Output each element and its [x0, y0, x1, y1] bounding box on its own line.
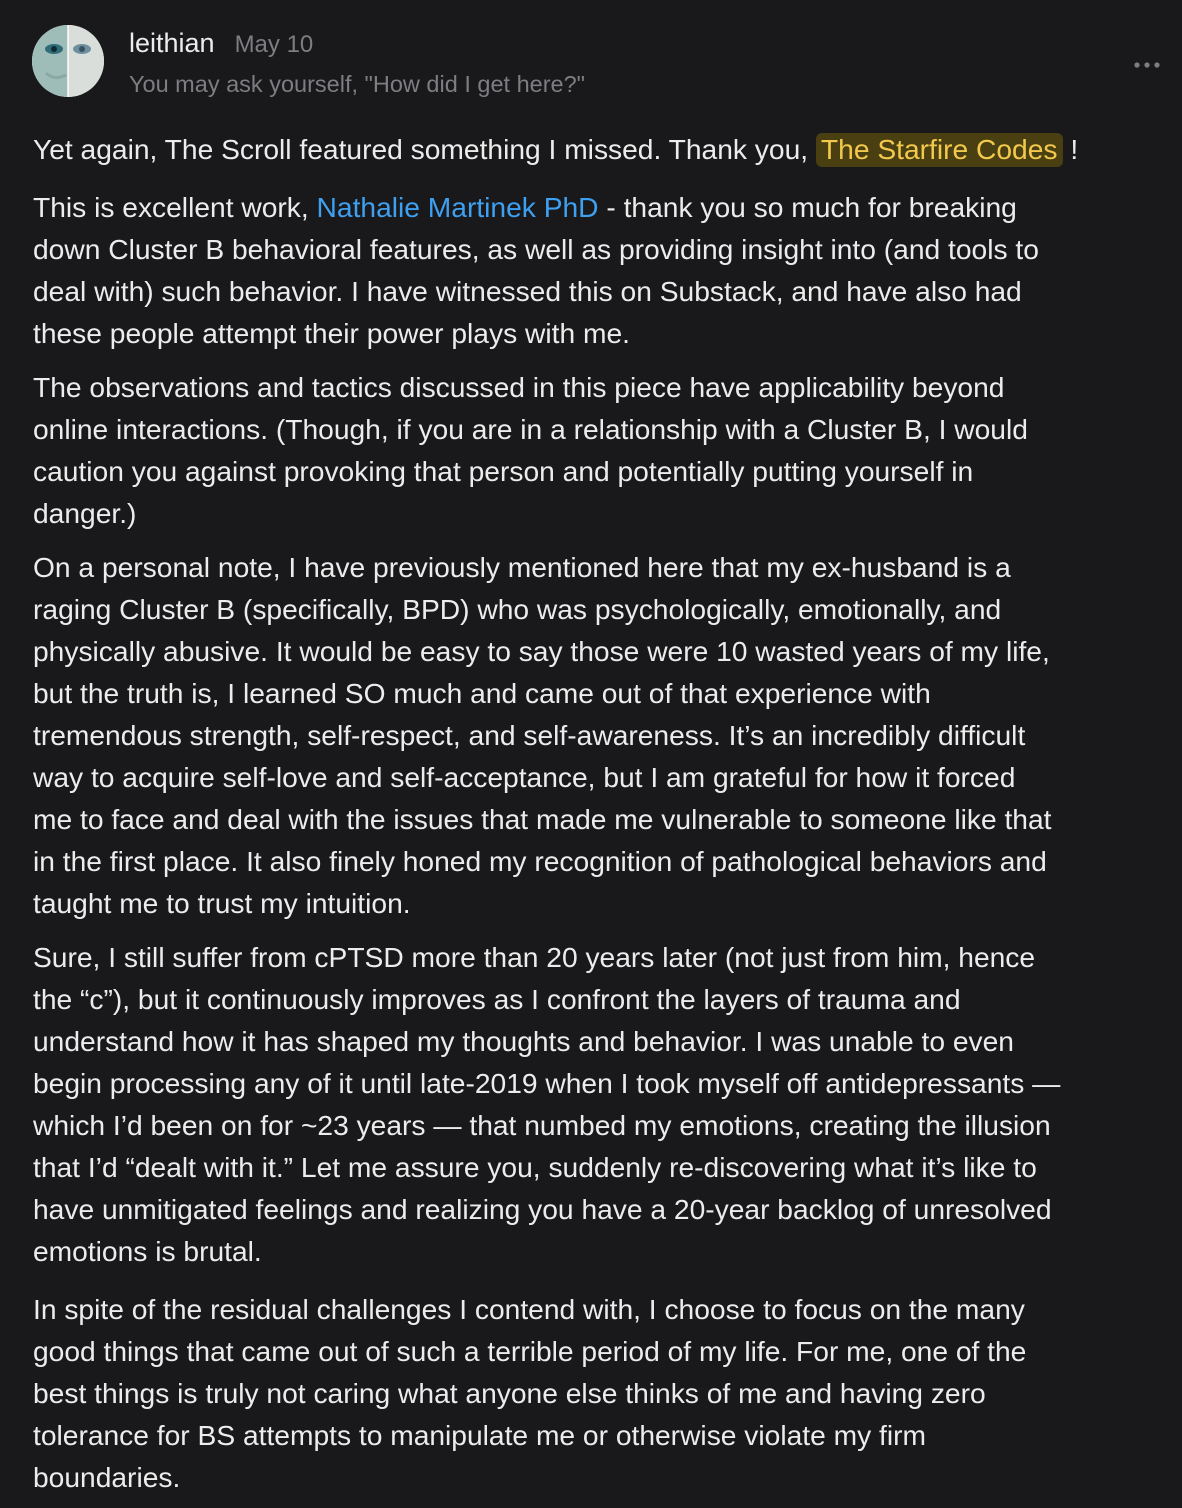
paragraph-line: deal with) such behavior. I have witnessed this on Substack, and have also had — [33, 275, 1022, 307]
paragraph-line: caution you against provoking that person and potentially putting yourself in — [33, 455, 974, 487]
paragraph-line: that I’d “dealt with it.” Let me assure you, suddenly re-discovering what it’s like to — [33, 1151, 1037, 1183]
paragraph-line: raging Cluster B (specifically, BPD) who was psychologically, emotionally, and — [33, 593, 1002, 625]
paragraph-text: ! — [1062, 133, 1079, 165]
comment-date[interactable]: May 10 — [234, 31, 314, 58]
avatar-image — [32, 25, 104, 97]
paragraph-line: but the truth is, I learned SO much and came out of that experience with — [33, 677, 931, 709]
paragraph-line: in the first place. It also finely honed my recognition of pathological behaviors and — [33, 845, 1047, 877]
paragraph-line: these people attempt their power plays with me. — [33, 317, 630, 349]
paragraph-line: which I’d been on for ~23 years — that numbed my emotions, creating the illusion — [33, 1109, 1051, 1141]
author-name[interactable]: leithian — [129, 28, 215, 58]
paragraph-line: good things that came out of such a terrible period of my life. For me, one of the — [33, 1335, 1027, 1367]
paragraph-line: tolerance for BS attempts to manipulate me or otherwise violate my firm — [33, 1419, 926, 1451]
paragraph-line: On a personal note, I have previously mentioned here that my ex-husband is a — [33, 551, 1011, 583]
avatar[interactable] — [32, 25, 104, 97]
more-horizontal-icon — [1132, 52, 1162, 78]
paragraph-line: emotions is brutal. — [33, 1235, 262, 1267]
more-options-button[interactable] — [1132, 52, 1162, 78]
paragraph-line: taught me to trust my intuition. — [33, 887, 411, 919]
author-row — [129, 28, 585, 68]
paragraph-line: begin processing any of it until late-2019 when I took myself off antidepressants — — [33, 1067, 1061, 1099]
paragraph-6 — [33, 1288, 1173, 1498]
paragraph-line: danger.) — [33, 497, 137, 529]
paragraph-line: understand how it has shaped my thoughts and behavior. I was unable to even — [33, 1025, 1014, 1057]
paragraph-line: Sure, I still suffer from cPTSD more than 20 years later (not just from him, hence — [33, 941, 1036, 973]
comment-meta — [129, 28, 585, 98]
author-tagline: You may ask yourself, "How did I get here?" — [129, 71, 586, 97]
paragraph-line: the “c”), but it continuously improves as I confront the layers of trauma and — [33, 983, 961, 1015]
paragraph-5 — [33, 936, 1173, 1272]
paragraph-text: This is excellent work, — [33, 191, 317, 223]
paragraph-text: - thank you so much for breaking — [598, 191, 1017, 223]
paragraph-line: down Cluster B behavioral features, as well as providing insight into (and tools to — [33, 233, 1039, 265]
paragraph-line: tremendous strength, self-respect, and self-awareness. It’s an incredibly difficult — [33, 719, 1026, 751]
mention-nathalie-martinek[interactable]: Nathalie Martinek PhD — [316, 191, 599, 223]
paragraph-line — [33, 186, 1173, 228]
paragraph-2 — [33, 186, 1173, 354]
paragraph-line: The observations and tactics discussed in this piece have applicability beyond — [33, 371, 1005, 403]
paragraph-line: best things is truly not caring what anyone else thinks of me and having zero — [33, 1377, 986, 1409]
paragraph-3 — [33, 366, 1173, 534]
paragraph-1 — [33, 128, 1173, 170]
paragraph-line: boundaries. — [33, 1461, 181, 1493]
paragraph-line: online interactions. (Though, if you are in a relationship with a Cluster B, I would — [33, 413, 1028, 445]
paragraph-text: Yet again, The Scroll featured something I missed. Thank you, — [33, 133, 816, 165]
mention-starfire-codes[interactable]: The Starfire Codes — [816, 133, 1063, 167]
paragraph-line: me to face and deal with the issues that made me vulnerable to someone like that — [33, 803, 1052, 835]
comment-body — [33, 128, 1173, 1498]
paragraph-4 — [33, 546, 1173, 924]
paragraph-line: way to acquire self-love and self-acceptance, but I am grateful for how it forced — [33, 761, 1016, 793]
paragraph-line: In spite of the residual challenges I contend with, I choose to focus on the many — [33, 1293, 1025, 1325]
paragraph-line: physically abusive. It would be easy to say those were 10 wasted years of my life, — [33, 635, 1050, 667]
paragraph-line: have unmitigated feelings and realizing you have a 20-year backlog of unresolved — [33, 1193, 1052, 1225]
